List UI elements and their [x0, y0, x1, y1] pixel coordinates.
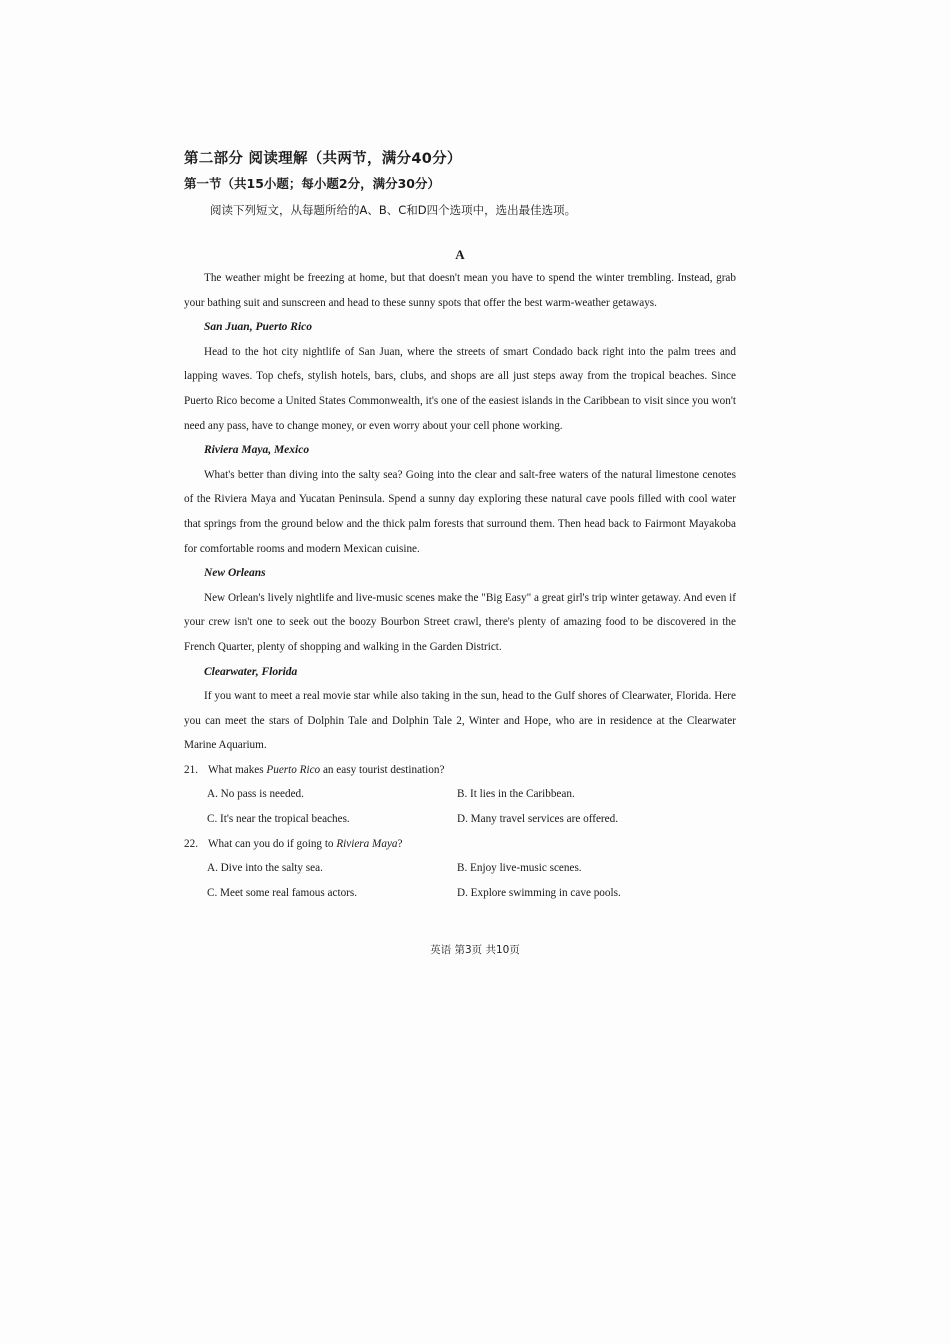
place-text-riviera-maya: What's better than diving into the salty sea? Going into the clear and salt-free waters of the natural limestone cenotes of the Riviera Maya and Yucatan Peninsula. Spend a sunny day exploring these natural cave pools filled with cool water that springs from the ground below and the thick palm forests that surround them. Then head back to Fairmont Mayakoba for comfortable rooms and modern Mexican cuisine. — [184, 468, 736, 555]
place-heading-san-juan: San Juan, Puerto Rico — [204, 321, 312, 334]
place-heading-new-orleans: New Orleans — [204, 567, 266, 580]
question-stem-part: ? — [397, 837, 403, 850]
question-stem-part: What makes — [208, 763, 267, 776]
question-stem-italic: Puerto Rico — [266, 763, 321, 776]
passage-letter: A — [455, 247, 465, 262]
option-21-c[interactable]: C. It's near the tropical beaches. — [207, 813, 350, 826]
subsection-title: 第一节（共15小题；每小题2分，满分30分） — [184, 176, 440, 191]
question-stem-part: What can you do if going to — [208, 837, 337, 850]
options-22 — [207, 856, 736, 905]
option-22-b[interactable]: B. Enjoy live-music scenes. — [457, 862, 582, 875]
page-footer: 英语 第3页 共10页 — [430, 944, 520, 956]
place-text-clearwater: If you want to meet a real movie star while also taking in the sun, head to the Gulf shores of Clearwater, Florida. Here you can meet the stars of Dolphin Tale and Dolphin Tale 2, Winter and Hope, who are in residence at the Clearwater Marine Aquarium. — [184, 690, 736, 752]
option-21-a[interactable]: A. No pass is needed. — [207, 788, 304, 801]
instruction-text: 阅读下列短文，从每题所给的A、B、C和D四个选项中，选出最佳选项。 — [210, 203, 577, 217]
question-number: 22. — [184, 837, 198, 850]
place-heading-riviera-maya: Riviera Maya, Mexico — [204, 444, 310, 457]
option-21-b[interactable]: B. It lies in the Caribbean. — [457, 788, 575, 801]
question-22 — [184, 832, 736, 857]
options-21 — [207, 782, 736, 831]
question-stem-italic: Riviera Maya — [336, 837, 398, 850]
option-21-d[interactable]: D. Many travel services are offered. — [457, 813, 619, 826]
section-title: 第二部分 阅读理解（共两节，满分40分） — [184, 151, 462, 167]
question-number: 21. — [184, 763, 198, 776]
page-content — [184, 146, 736, 905]
option-22-a[interactable]: A. Dive into the salty sea. — [207, 862, 323, 875]
question-stem-part: an easy tourist destination? — [320, 763, 445, 776]
option-22-c[interactable]: C. Meet some real famous actors. — [207, 886, 358, 899]
question-21 — [184, 758, 736, 783]
option-22-d[interactable]: D. Explore swimming in cave pools. — [457, 886, 621, 899]
place-text-new-orleans: New Orlean's lively nightlife and live-music scenes make the "Big Easy" a great girl's trip winter getaway. And even if your crew isn't one to seek out the boozy Bourbon Street crawl, there's plenty of amazing food to be discovered in the French Quarter, plenty of shopping and walking in the Garden District. — [184, 591, 736, 653]
passage-intro: The weather might be freezing at home, but that doesn't mean you have to spend the winter trembling. Instead, grab your bathing suit and sunscreen and head to these sunny spots that offer the best warm-weather getaways. — [184, 272, 736, 309]
place-text-san-juan: Head to the hot city nightlife of San Juan, where the streets of smart Condado back right into the palm trees and lapping waves. Top chefs, stylish hotels, bars, clubs, and shops are all just steps away from the tropical beaches. Since Puerto Rico become a United States Commonwealth, it's one of the easiest islands in the Caribbean to visit since you won't need any pass, have to change money, or even worry about your cell phone working. — [184, 345, 736, 432]
place-heading-clearwater: Clearwater, Florida — [204, 665, 298, 678]
